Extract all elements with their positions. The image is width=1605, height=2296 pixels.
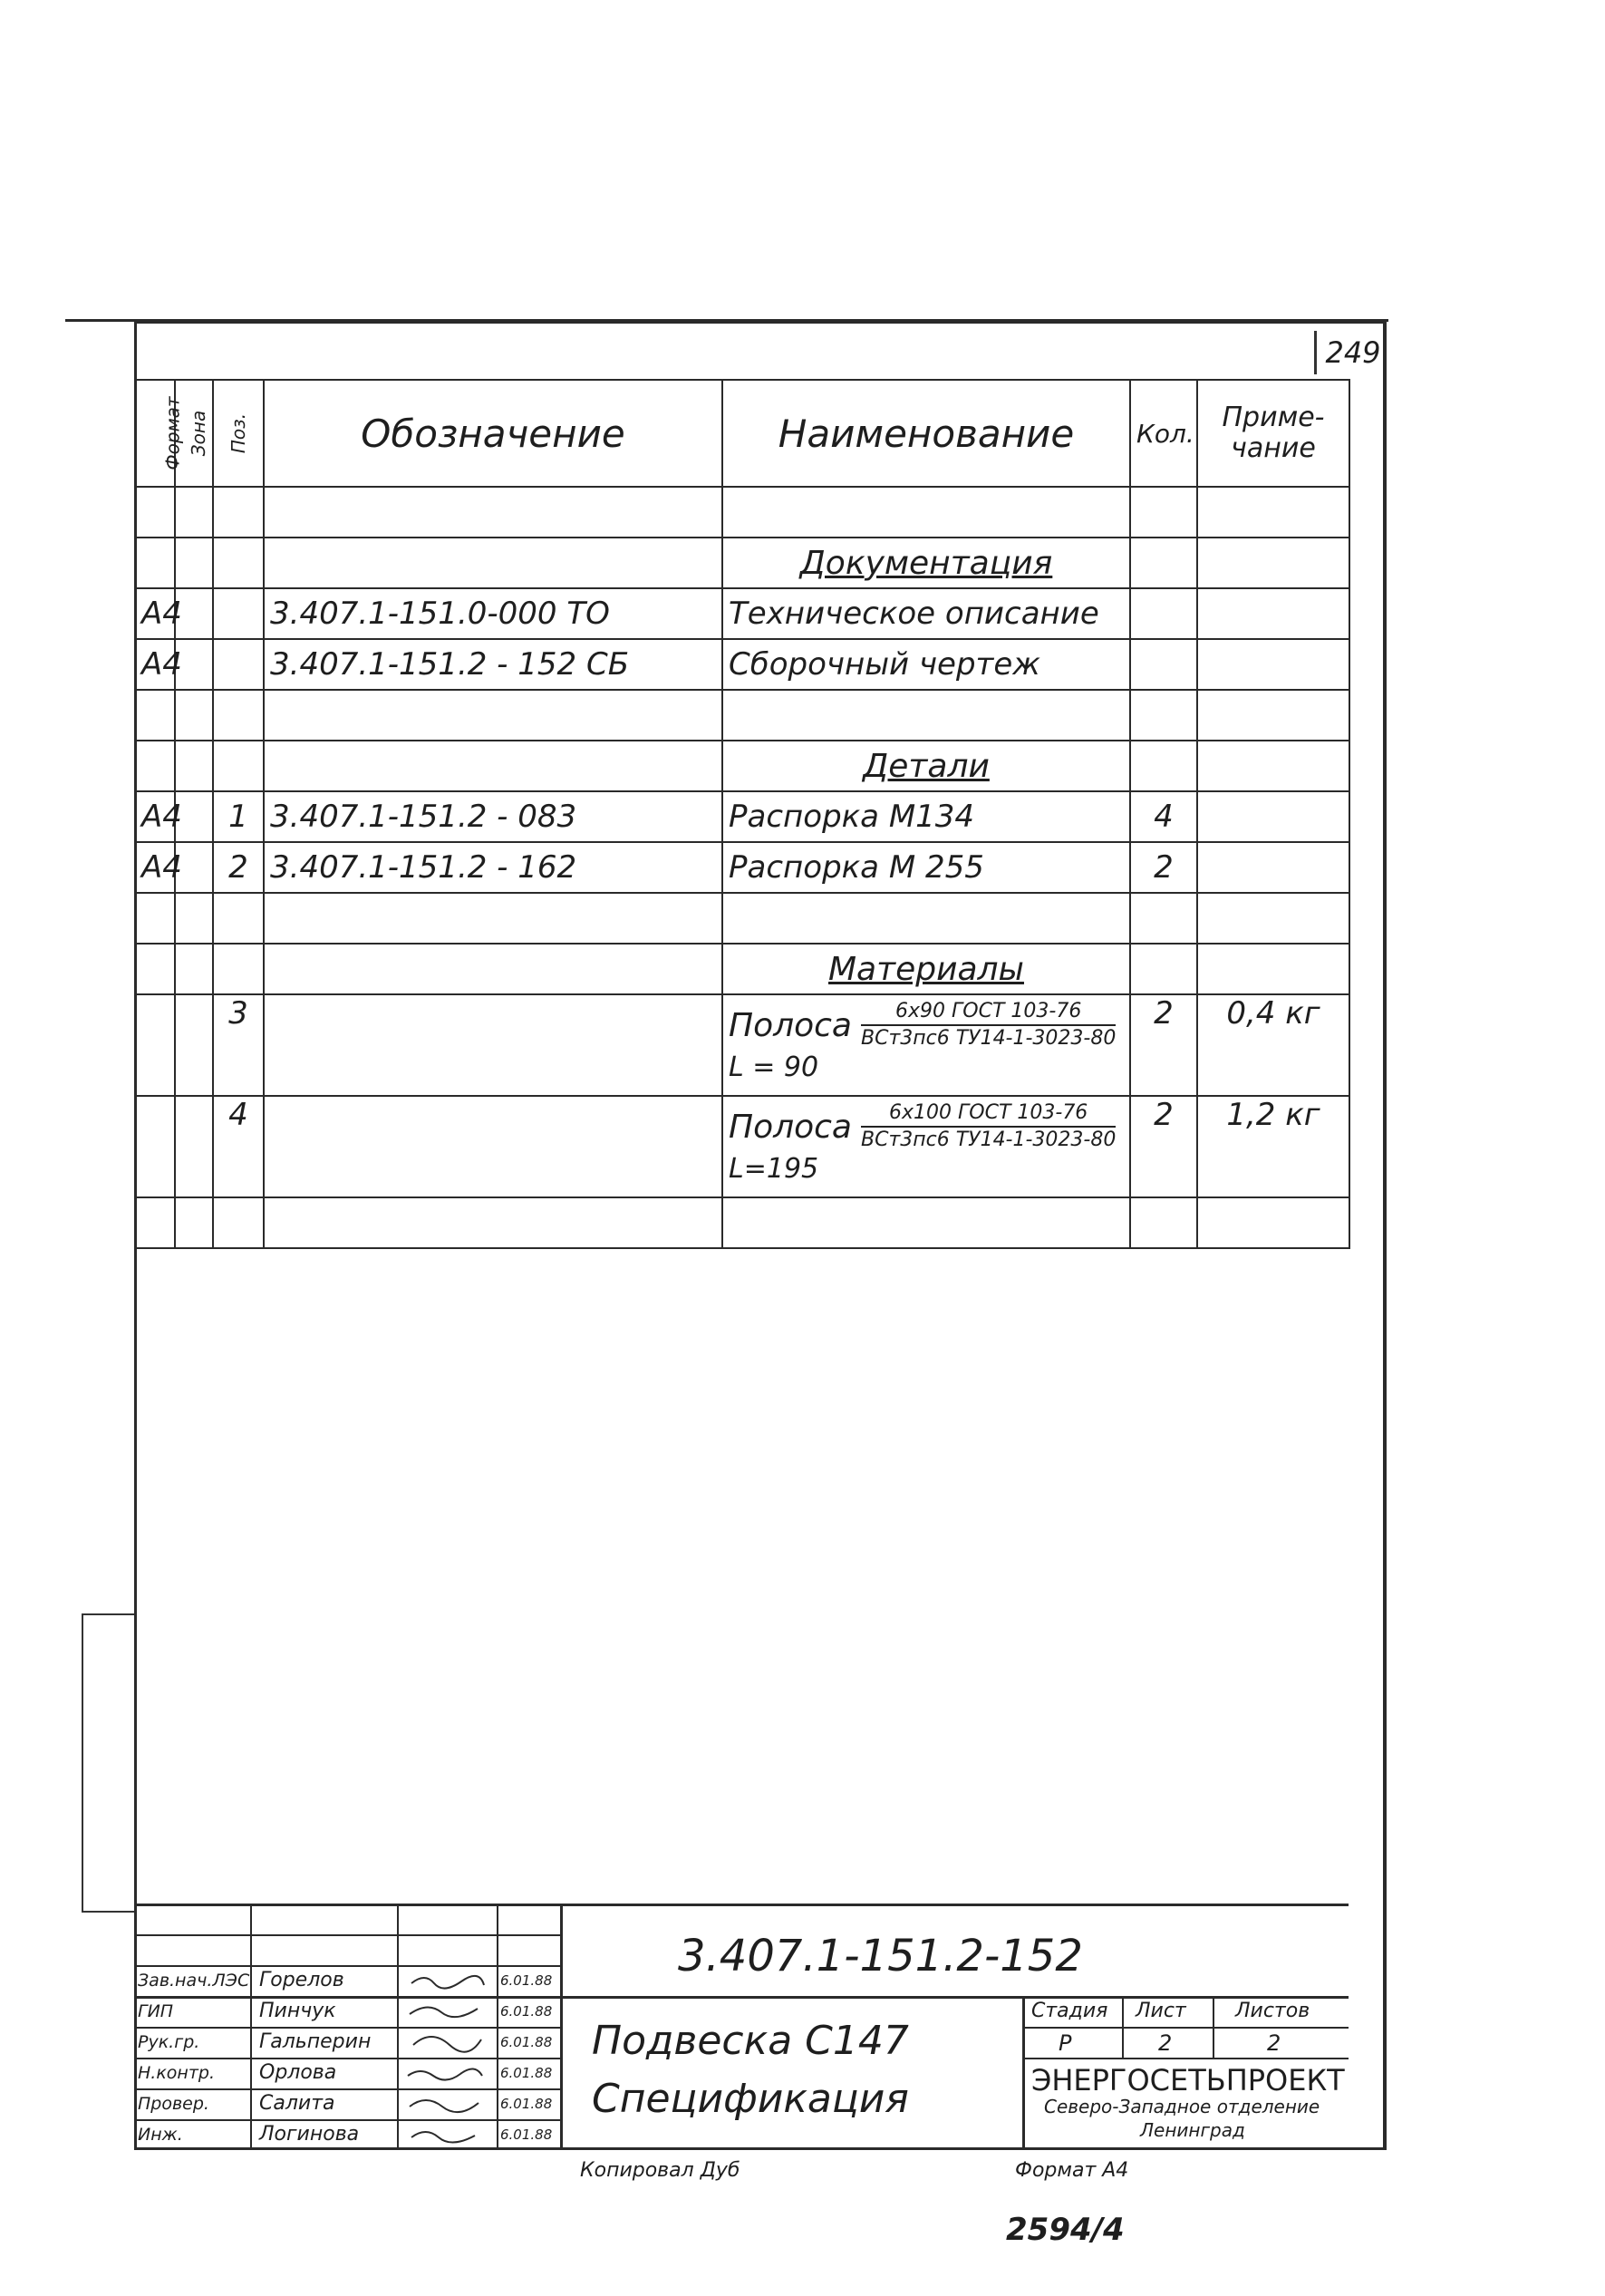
- title-block: 3.407.1-151.2-152 Подвеска С147 Спецификация Стадия Лист Листов Р 2 2 ЭНЕРГОСЕТЬПРОЕКТ Северо-Западное отделение Ленинград Зав.нач.ЛЭС Горелов 6.01.88 ГИП Пинчук 6.01.88 Рук.гр. Гальперин 6.01.88 Н.контр. Орлова 6.01.88 Провер. Салита 6.01.88 Инж. Логинова 6.01.88: [134, 1904, 1387, 2150]
- table-row: А4 1 3.407.1-151.2 - 083 Распорка М134 4: [135, 791, 1349, 842]
- material-name-cell: Полоса $\frac{\text{6х90 ГОСТ 103-76}}{\text{ВСт3пс6 ТУ14-1-3023-80}}$ L = 90: [722, 994, 1130, 1096]
- header-zone: Зона: [175, 380, 213, 487]
- inventory-number: 2594/4: [1006, 2212, 1125, 2248]
- empty-row: [135, 487, 1349, 538]
- table-row: А4 3.407.1-151.2 - 152 СБ Сборочный чертеж: [135, 639, 1349, 690]
- material-name-cell: Полоса $\frac{\text{6х100 ГОСТ 103-76}}{\text{ВСт3пс6 ТУ14-1-3023-80}}$ L=195: [722, 1096, 1130, 1197]
- table-row: 3 Полоса $\frac{\text{6х90 ГОСТ 103-76}}{\text{ВСт3пс6 ТУ14-1-3023-80}}$ L = 90 2 0,4 кг: [135, 994, 1349, 1096]
- designation-cell: 3.407.1-151.2 - 162: [264, 842, 722, 893]
- doc-code: 3.407.1-151.2-152: [678, 1931, 1083, 1981]
- stage-value: Р: [1059, 2030, 1072, 2056]
- header-note: Приме- чание: [1197, 380, 1349, 487]
- side-binding-stub: [82, 1613, 134, 1913]
- empty-row: [135, 893, 1349, 944]
- designation-cell: 3.407.1-151.2 - 152 СБ: [264, 639, 722, 690]
- sheet-value: 2: [1158, 2030, 1173, 2056]
- header-qty: Кол.: [1130, 380, 1197, 487]
- table-row: А4 2 3.407.1-151.2 - 162 Распорка М 255 2: [135, 842, 1349, 893]
- organization: ЭНЕРГОСЕТЬПРОЕКТ: [1031, 2063, 1345, 2097]
- drawing-subtitle: Спецификация: [592, 2076, 909, 2122]
- table-row: А4 3.407.1-151.0-000 ТО Техническое описание: [135, 588, 1349, 639]
- copied-by: Копировал Дуб: [580, 2159, 740, 2182]
- name-cell: Распорка М 255: [722, 842, 1130, 893]
- header-designation: Обозначение: [264, 380, 722, 487]
- name-cell: Техническое описание: [722, 588, 1130, 639]
- paper-format: Формат А4: [1015, 2159, 1129, 2182]
- section-row: [135, 741, 1349, 791]
- header-format: Формат: [135, 380, 175, 487]
- section-documentation: Документация: [722, 538, 1130, 588]
- name-cell: Сборочный чертеж: [722, 639, 1130, 690]
- specification-table: [134, 379, 1350, 1249]
- section-row: [135, 538, 1349, 588]
- header-name: Наименование: [722, 380, 1130, 487]
- section-materials: Материалы: [722, 944, 1130, 994]
- sheet-number: 249: [1314, 331, 1389, 374]
- designation-cell: 3.407.1-151.2 - 083: [264, 791, 722, 842]
- signature-marks: [402, 1967, 493, 2148]
- section-row: [135, 944, 1349, 994]
- table-row: 4 Полоса $\frac{\text{6х100 ГОСТ 103-76}}{\text{ВСт3пс6 ТУ14-1-3023-80}}$ L=195 2 1,2 кг: [135, 1096, 1349, 1197]
- header-row: [135, 380, 1349, 487]
- section-parts: Детали: [722, 741, 1130, 791]
- empty-row: [135, 690, 1349, 741]
- empty-row: [135, 1197, 1349, 1248]
- sheets-value: 2: [1267, 2030, 1281, 2056]
- name-cell: Распорка М134: [722, 791, 1130, 842]
- header-pos: Поз.: [213, 380, 264, 487]
- drawing-title: Подвеска С147: [592, 2018, 909, 2064]
- designation-cell: 3.407.1-151.0-000 ТО: [264, 588, 722, 639]
